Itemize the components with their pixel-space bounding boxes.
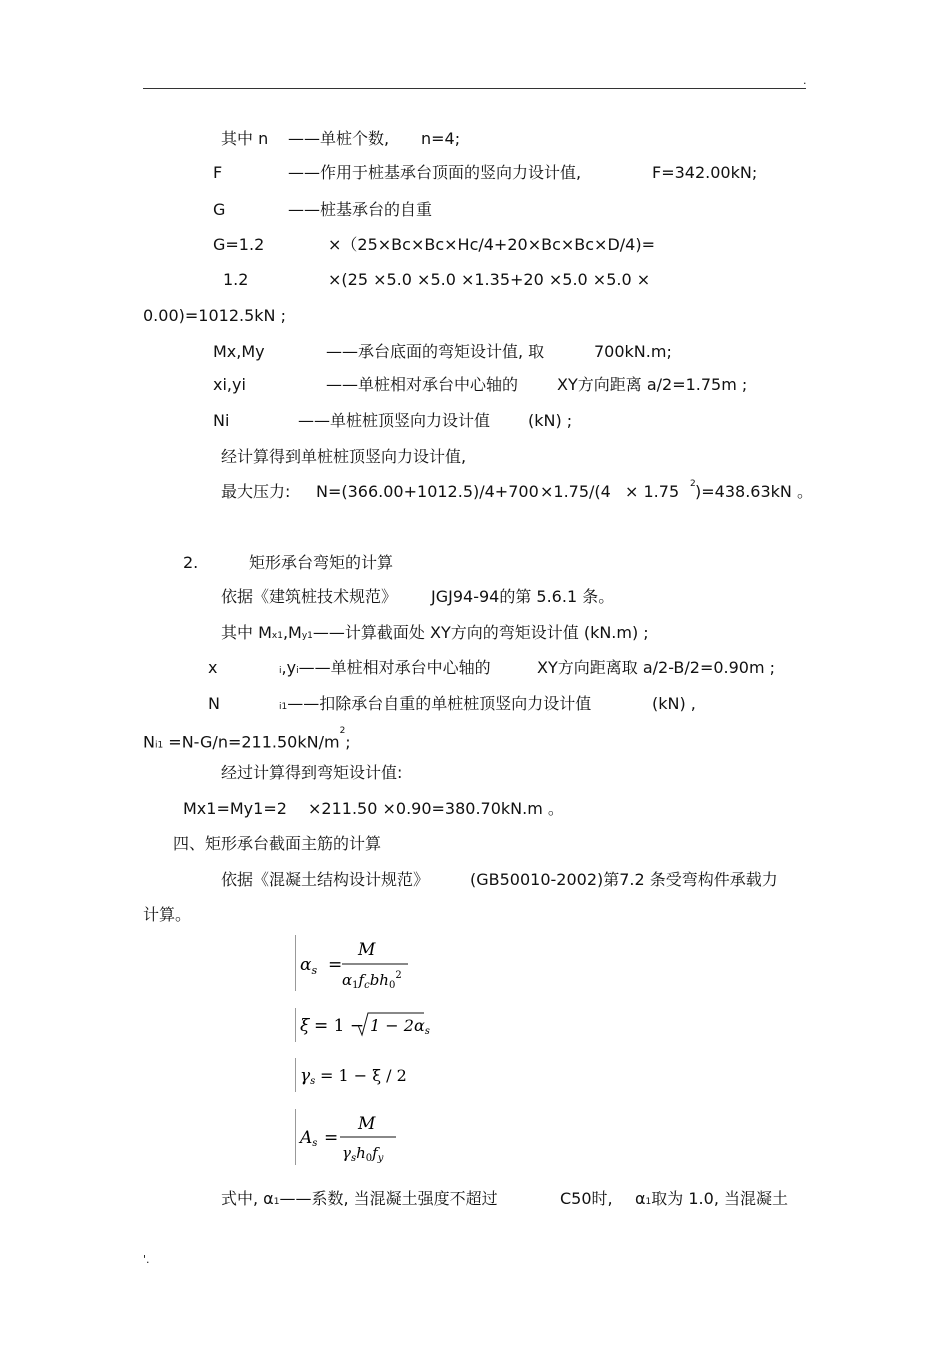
formula-subscript: s [311,964,318,977]
text: 经过计算得到弯矩设计值: [221,763,403,782]
text: ——扣除承台自重的单桩桩顶竖向力设计值 [287,694,592,713]
section-number: 2. [183,553,199,572]
text: F [213,163,223,182]
formula-alpha-s [295,935,412,991]
formula-as [295,1109,400,1165]
text: ; [345,732,351,752]
svg-text:As [298,1128,317,1149]
svg-text:=: = [324,1128,339,1148]
subscript: i [279,666,282,676]
formula-symbol: h [356,1144,366,1162]
text: )=438.63kN 。 [695,482,813,501]
text [635,1189,788,1212]
text: x [208,658,218,677]
text [279,658,491,681]
superscript: 2 [690,479,696,489]
text: 依据《混凝土结构设计规范》 [221,870,430,889]
formula-subscript: 0 [365,1153,373,1164]
text: JGJ94-94的第 5.6.1 条。 [431,587,615,606]
subscript: y1 [301,631,313,641]
text: ——单桩桩顶竖向力设计值 [298,411,491,430]
superscript: 2 [339,726,346,736]
text: 其中 n [221,129,269,148]
text: =N-G/n=211.50kN/m [163,732,340,752]
text: N [208,694,220,713]
formula-symbol: bh [369,971,389,989]
formula-symbol: γ [300,1066,311,1086]
text: G=1.2 [213,235,265,254]
text: ,y [281,658,297,677]
svg-text:1 − 2αs [370,1016,430,1037]
text: (GB50010-2002)第7.2 条受弯构件承载力 [470,870,778,889]
formula-superscript: 2 [395,970,402,981]
text: 经计算得到单桩桩顶竖向力设计值, [221,447,467,466]
text: ×211.50 ×0.90=380.70kN.m 。 [308,799,564,818]
text [221,1189,498,1212]
text: ——单桩相对承台中心轴的 [298,658,491,677]
formula-symbol: f [372,1144,378,1162]
text: ——计算截面处 XY方向的弯矩设计值 (kN.m) ; [312,623,649,642]
text: ,M [282,623,302,642]
svg-text:=: = [328,955,343,975]
text: ——系数, 当混凝土强度不超过 [279,1189,498,1208]
text: 依据《建筑桩技术规范》 [221,587,398,606]
section-title: 矩形承台弯矩的计算 [249,553,394,572]
text: xi,yi [213,375,246,394]
text: C50时, [560,1189,613,1208]
text: ——作用于桩基承台顶面的竖向力设计值, [288,163,582,182]
formula-root: 1 − 2α [370,1016,425,1035]
text: F=342.00kN; [652,163,758,182]
text: ×（25×Bc×Bc×Hc/4+20×Bc×Bc×D/4)= [328,235,656,254]
text [143,726,351,755]
formula-symbol: α [300,955,312,975]
text: 取为 1.0, 当混凝土 [651,1189,788,1208]
text: ——承台底面的弯矩设计值, 取 [326,342,545,361]
text: 0.00)=1012.5kN ; [143,306,286,325]
formula-subscript: s [350,1153,357,1164]
text: α [635,1189,646,1208]
text: 1.2 [223,270,249,289]
subscript: 1 [273,1197,280,1207]
text: XY方向距离取 a/2-B/2=0.90m ; [537,658,776,677]
text: n=4; [421,129,461,148]
formula-symbol: α [342,971,353,989]
formula-subscript: s [424,1026,430,1037]
text [279,694,591,717]
formula-numerator: M [358,940,376,960]
header-dot: . [803,74,807,87]
formula-rhs: = 1 − ξ / 2 [320,1066,407,1085]
text: (kN) ; [528,411,573,430]
section-title: 四、矩形承台截面主筋的计算 [173,834,382,853]
text: Mx,My [213,342,265,361]
text: N [143,732,155,752]
subscript: i [296,666,299,676]
formula-numerator: M [358,1114,376,1134]
text: N=(366.00+1012.5)/4+700 [316,482,539,501]
text: ——单桩个数, [288,129,390,148]
formula-subscript: c [364,980,370,991]
formula-xi [295,1008,428,1042]
formula-symbol: f [358,971,365,989]
svg-text:αs [300,955,317,977]
footer-dot: '. [143,1253,150,1266]
text: Ni [213,411,230,430]
text: ×(25 ×5.0 ×5.0 ×1.35+20 ×5.0 ×5.0 × [328,270,651,289]
subscript: i1 [154,740,164,751]
text: ——桩基承台的自重 [288,200,433,219]
text: 其中 M [221,623,272,642]
formula-gamma-s [295,1058,407,1092]
text: 计算。 [143,905,192,924]
text: Mx1=My1=2 [183,799,287,818]
text: ——单桩相对承台中心轴的 [326,375,519,394]
svg-text:γsh0fy [342,1144,384,1164]
text [221,623,649,646]
formula-rhs: = 1 − [314,1016,365,1036]
formula-subscript: s [310,1076,316,1087]
svg-text:γs [300,1066,315,1087]
svg-text:α1fcbh02: $\alpha_1f_cbh_0^2$ [342,970,402,991]
text: 700kN.m; [594,342,672,361]
formula-subscript: y [377,1153,384,1164]
formula-symbol: A [300,1128,313,1148]
formula-subscript: s [312,1138,318,1149]
text: (kN) , [652,694,696,713]
text: 式中, α [221,1189,274,1208]
text: 最大压力: [221,482,291,501]
subscript: 1 [645,1197,652,1207]
subscript: x1 [271,631,283,641]
text: × 1.75 [625,482,680,501]
text: G [213,200,226,219]
text: ×1.75/(4 [540,482,611,501]
formula-symbol: γ [342,1144,351,1162]
formula-subscript: 0 [388,980,396,991]
text: XY方向距离 a/2=1.75m ; [557,375,748,394]
subscript: i1 [279,702,288,712]
formula-symbol: ξ [300,1016,310,1036]
header-rule [143,88,806,89]
